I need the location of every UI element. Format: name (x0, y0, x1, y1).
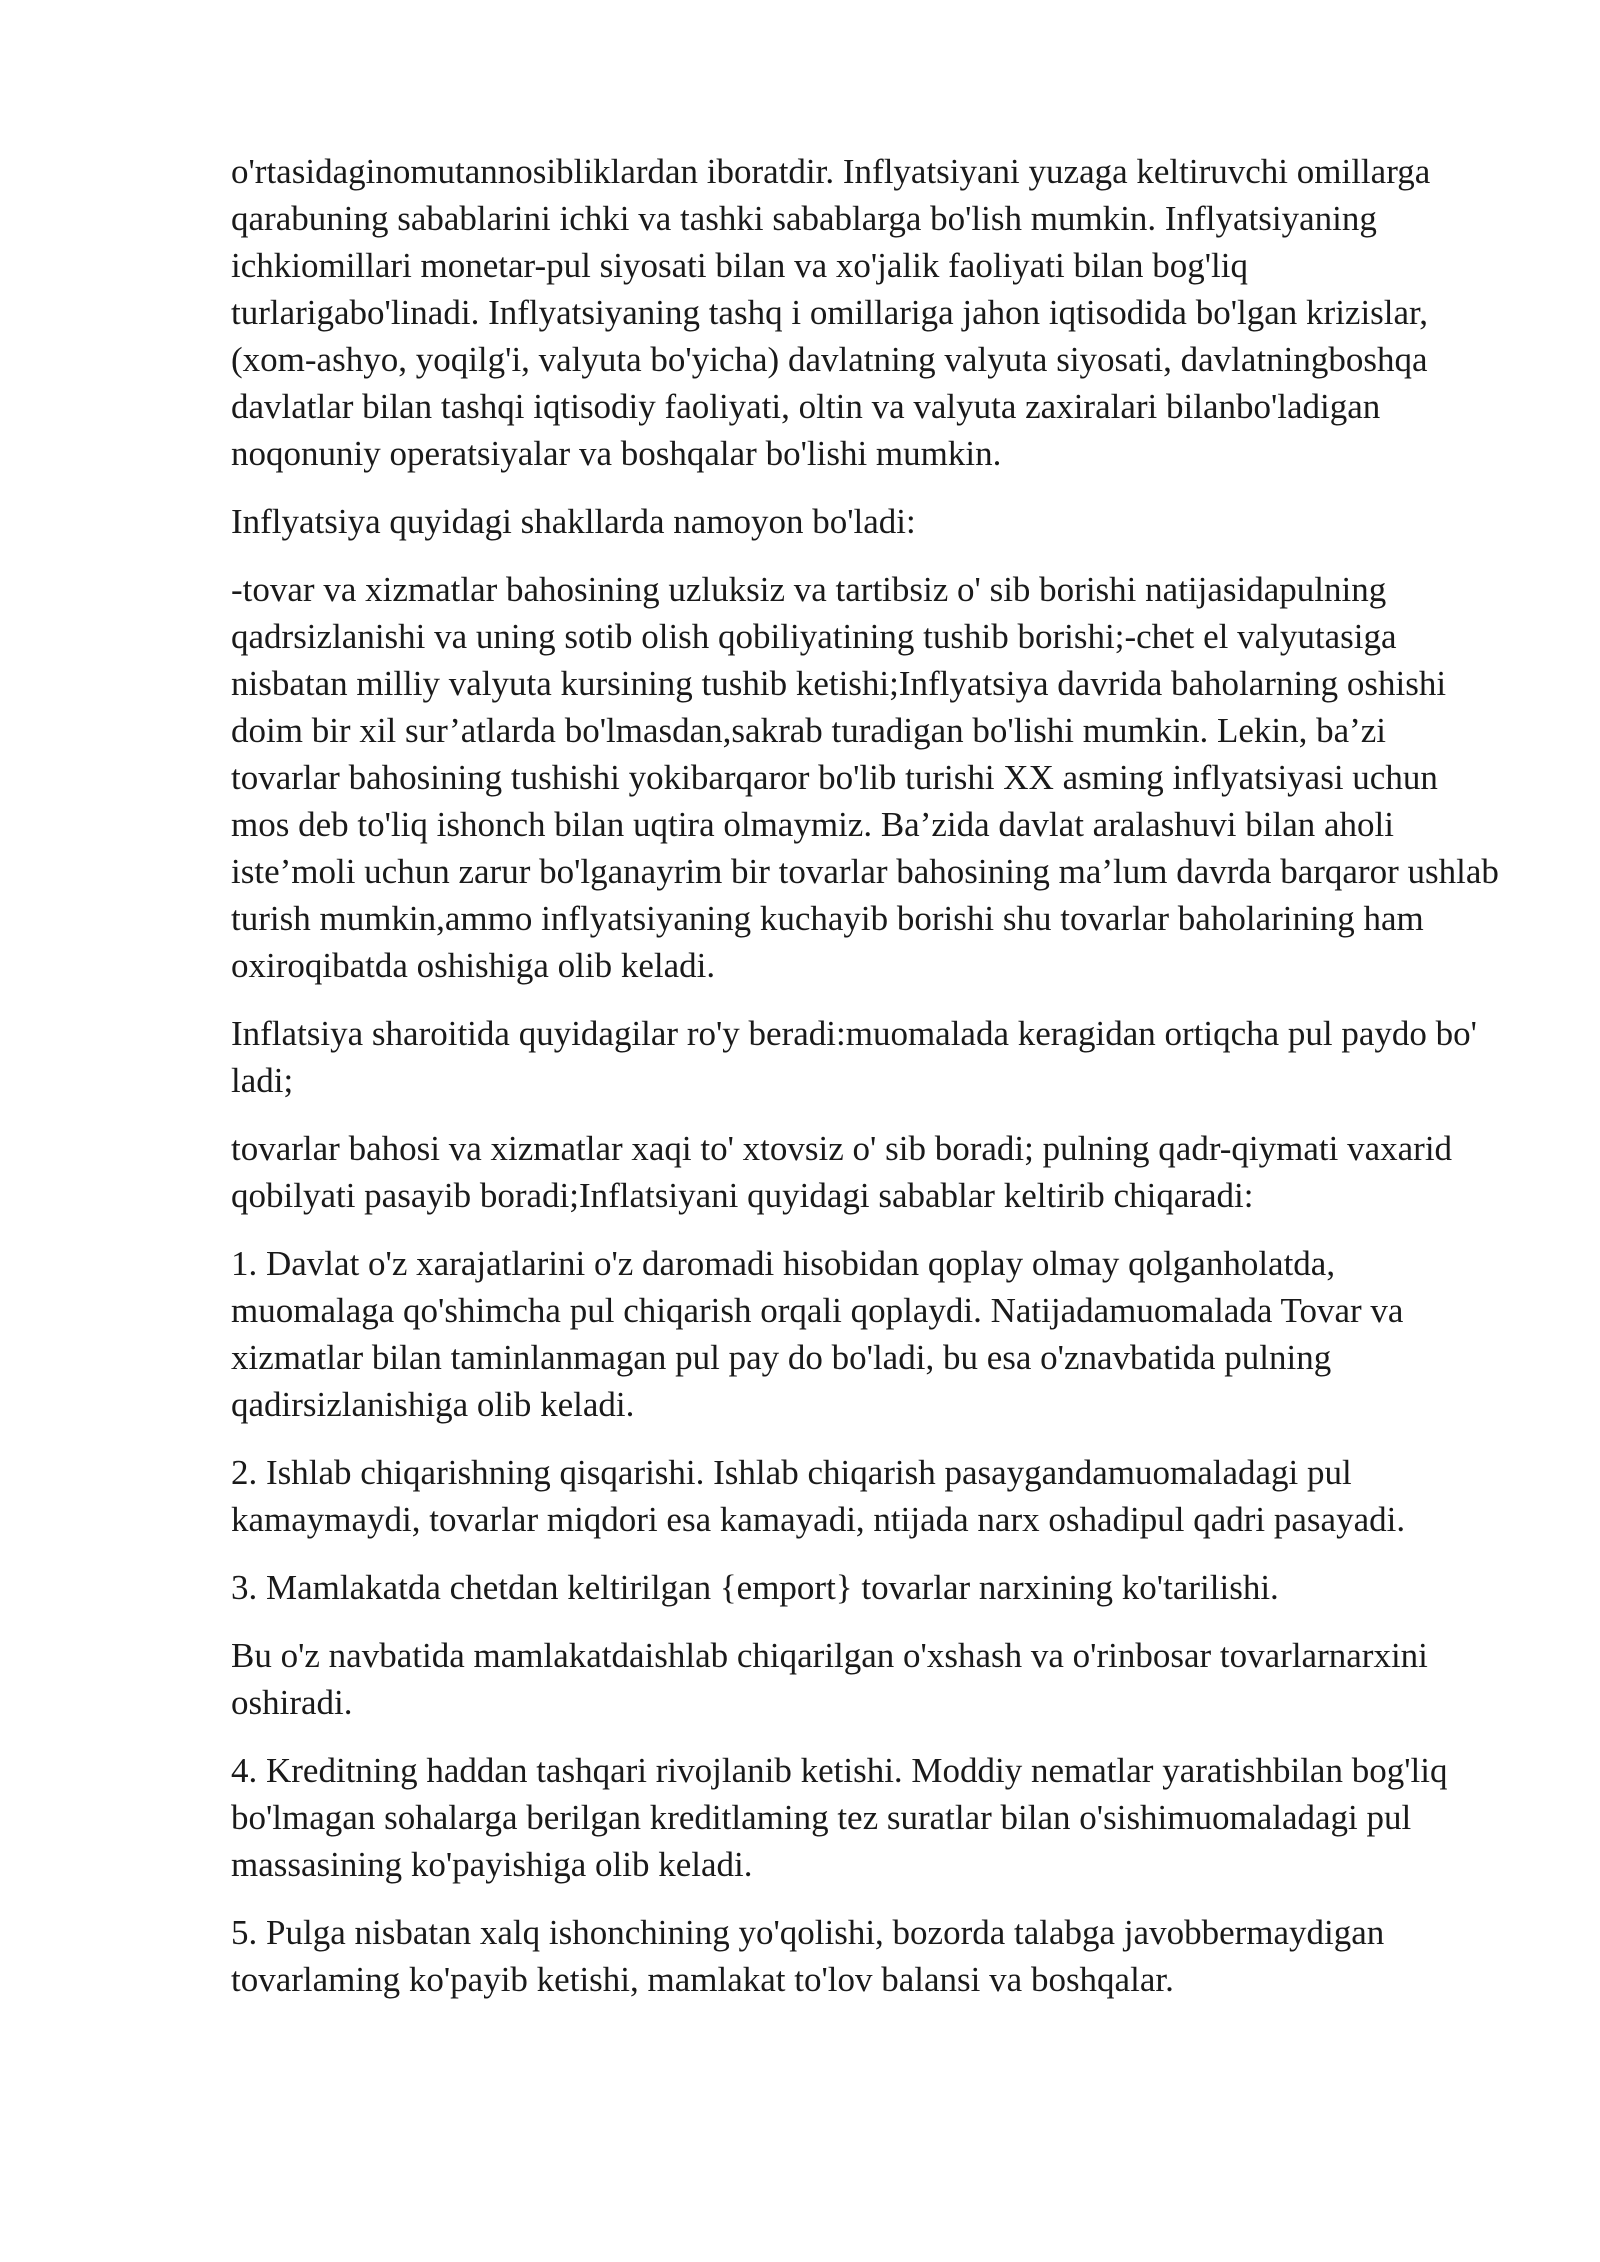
paragraph-cause-3: 3. Mamlakatda chetdan keltirilgan {emport} tovarlar narxining ko'tarilishi. (231, 1568, 1279, 1607)
paragraph-inflation-factors: o'rtasidaginomutannosibliklardan iboratdir. Inflyatsiyani yuzaga keltiruvchi omillarga qarabuning sabablarini ichki va tashki sabablarga bo'lish mumkin. Inflyatsiyaning ichkiomillari monetar-pul siyosati bilan va xo'jalik faoliyati bilan bog'liq turlarigabo'linadi. Inflyatsiyaning tashq i omillariga jahon iqtisodida bo'lgan krizislar,(xom-ashyo, yoqilg'i, valyuta bo'yicha) davlatning valyuta siyosati, davlatningboshqa davlatlar bilan tashqi iqtisodiy faoliyati, oltin va valyuta zaxiralari bilanbo'ladigan noqonuniy operatsiyalar va boshqalar bo'lishi mumkin. (231, 152, 1431, 473)
paragraph-cause-3-continued: Bu o'z navbatida mamlakatdaishlab chiqarilgan o'xshash va o'rinbosar tovarlarnarxini oshiradi. (231, 1636, 1428, 1722)
paragraph-inflation-forms-heading: Inflyatsiya quyidagi shakllarda namoyon bo'ladi: (231, 502, 916, 541)
paragraph-inflation-causes-intro: tovarlar bahosi va xizmatlar xaqi to' xtovsiz o' sib boradi; pulning qadr-qiymati vaxarid qobilyati pasayib boradi;Inflatsiyani quyidagi sabablar keltirib chiqaradi: (231, 1129, 1453, 1215)
paragraph-cause-1: 1. Davlat o'z xarajatlarini o'z daromadi hisobidan qoplay olmay qolganholatda, muomalaga qo'shimcha pul chiqarish orqali qoplaydi. Natijadamuomalada Tovar va xizmatlar bilan taminlanmagan pul pay do bo'ladi, bu esa o'znavbatida pulning qadirsizlanishiga olib keladi. (231, 1244, 1404, 1424)
paragraph-cause-2: 2. Ishlab chiqarishning qisqarishi. Ishlab chiqarish pasaygandamuomaladagi pul kamaymaydi, tovarlar miqdori esa kamayadi, ntijada narx oshadipul qadri pasayadi. (231, 1453, 1406, 1539)
paragraph-inflation-conditions: Inflatsiya sharoitida quyidagilar ro'y beradi:muomalada keragidan ortiqcha pul paydo bo' ladi; (231, 1014, 1477, 1100)
paragraph-inflation-forms: -tovar va xizmatlar bahosining uzluksiz va tartibsiz o' sib borishi natijasidapulning qadrsizlanishi va uning sotib olish qobiliyatining tushib borishi;-chet el valyutasiga nisbatan milliy valyuta kursining tushib ketishi;Inflyatsiya davrida baholarning oshishi doim bir xil sur’atlarda bo'lmasdan,sakrab turadigan bo'lishi mumkin. Lekin, ba’zi tovarlar bahosining tushishi yokibarqaror bo'lib turishi XX asming inflyatsiyasi uchun mos deb to'liq ishonch bilan uqtira olmaymiz. Ba’zida davlat aralashuvi bilan aholi iste’moli uchun zarur bo'lganayrim bir tovarlar bahosining ma’lum davrda barqaror ushlab turish mumkin,ammo inflyatsiyaning kuchayib borishi shu tovarlar baholarining ham oxiroqibatda oshishiga olib keladi. (231, 570, 1499, 985)
document-body (231, 148, 1501, 2024)
paragraph-cause-4: 4. Kreditning haddan tashqari rivojlanib ketishi. Moddiy nematlar yaratishbilan bog'liq bo'lmagan sohalarga berilgan kreditlaming tez suratlar bilan o'sishimuomaladagi pul massasining ko'payishiga olib keladi. (231, 1751, 1448, 1884)
paragraph-cause-5: 5. Pulga nisbatan xalq ishonchining yo'qolishi, bozorda talabga javobbermaydigan tovarlaming ko'payib ketishi, mamlakat to'lov balansi va boshqalar. (231, 1913, 1385, 1999)
